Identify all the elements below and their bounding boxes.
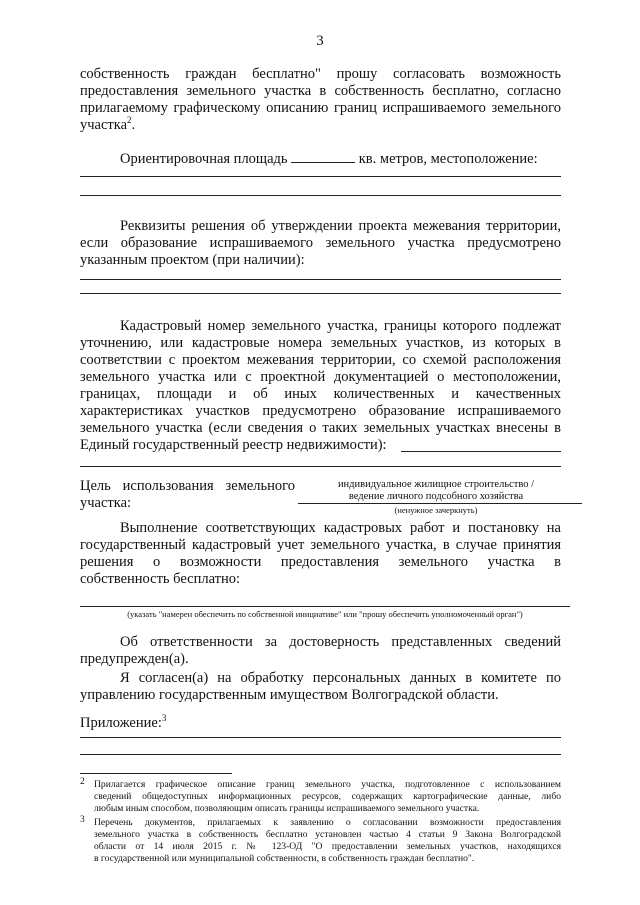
- purpose-option-ijs[interactable]: индивидуальное жилищное строительство /: [337, 479, 535, 490]
- purpose-hint: (ненужное зачеркнуть): [394, 505, 478, 515]
- responsibility-line-1: Об ответственности за достоверность представленных сведений: [120, 634, 561, 650]
- cadastral-line-7: земельного участка (если сведения о таких земельных участках внесены в: [80, 420, 561, 436]
- cadastral-line-5: границах, площади и об иных количественных и качественных: [80, 386, 561, 402]
- area-label: Ориентировочная площадь: [120, 151, 288, 167]
- consent-line-2: управлению государственным имуществом Волгоградской области.: [80, 687, 499, 703]
- execution-line-3: решения о возможности предоставления земельного участка в: [80, 554, 561, 570]
- responsibility-line-2: предупрежден(а).: [80, 651, 189, 667]
- attachment-input-line-2[interactable]: [80, 754, 561, 755]
- attachment-label: Приложение:$^3$: [80, 713, 167, 731]
- page-number: 3: [316, 33, 324, 49]
- execution-hint: (указать "намерен обеспечить по собственной инициативе" или "прошу обеспечить уполномоченный орган"): [127, 609, 523, 619]
- location-input-line-1[interactable]: [80, 176, 561, 177]
- request-line-2: предоставления земельного участка в собственность бесплатно, согласно: [80, 83, 561, 99]
- footnote-separator: [80, 773, 232, 774]
- cadastral-line-6: характеристиках участков предусмотрено образование испрашиваемого: [80, 403, 561, 419]
- footnote-ref-2: 2: [127, 115, 132, 126]
- execution-line-1: Выполнение соответствующих кадастровых работ и постановку на: [120, 520, 561, 536]
- request-line-3: прилагаемому графическому описанию границ испрашиваемого земельного: [80, 100, 561, 116]
- cadastral-input-line-1[interactable]: [401, 451, 561, 452]
- location-input-line-2[interactable]: [80, 195, 561, 196]
- cadastral-line-8: Единый государственный реестр недвижимости):: [80, 437, 387, 453]
- execution-input-line[interactable]: [80, 606, 570, 607]
- footnote-2-line-2: сведений общедоступных информационных ресурсов, содержащих картографические данные, либо: [94, 791, 561, 802]
- footnote-3-number: 3: [80, 815, 85, 825]
- cadastral-line-1: Кадастровый номер земельного участка, границы которого подлежат: [120, 318, 561, 334]
- cadastral-input-line-2[interactable]: [80, 466, 561, 467]
- requisites-input-line-1[interactable]: [80, 279, 561, 280]
- footnote-2-line-3: любым иным способом, позволяющим описать границы испрашиваемого земельного участка.: [94, 803, 480, 814]
- consent-line-1: Я согласен(а) на обработку персональных данных в комитете по: [120, 670, 561, 686]
- purpose-underline: [298, 503, 582, 504]
- requisites-input-line-2[interactable]: [80, 293, 561, 294]
- footnote-3-line-3: области от 14 июля 2015 г. № 123-ОД "О предоставлении земельных участков, находящихся: [94, 841, 561, 852]
- area-line: [120, 150, 538, 168]
- purpose-label-line-2: участка:: [80, 495, 132, 511]
- footnote-3-line-1: Перечень документов, прилагаемых к заявлению о согласовании возможности предоставления: [94, 817, 561, 828]
- attachment-input-line-1[interactable]: [80, 737, 561, 738]
- footnote-ref-3: 3: [161, 713, 167, 724]
- purpose-label-line-1: Цель использования земельного: [80, 478, 295, 494]
- footnote-3-line-2: земельного участка в собственность бесплатно установлен частью 4 статьи 9 Закона Волгоградской: [94, 829, 561, 840]
- request-line-4: участка$^2$.: [80, 115, 136, 133]
- area-input-line[interactable]: [291, 150, 355, 163]
- requisites-line-1: Реквизиты решения об утверждении проекта межевания территории,: [120, 218, 561, 234]
- cadastral-line-3: соответствии с проектом межевания территории, со схемой расположения: [80, 352, 561, 368]
- purpose-option-lph[interactable]: ведение личного подсобного хозяйства: [348, 491, 524, 502]
- cadastral-line-4: земельного участка или с проектной документацией о местоположении,: [80, 369, 561, 385]
- requisites-line-2: если образование испрашиваемого земельного участка предусмотрено: [80, 235, 561, 251]
- execution-line-4: собственность бесплатно:: [80, 571, 241, 587]
- execution-line-2: государственный кадастровый учет земельного участка, в случае принятия: [80, 537, 561, 553]
- footnote-2-line-1: Прилагается графическое описание границ земельного участка, подготовленное с использованием: [94, 779, 561, 790]
- footnote-3-line-4: в государственной или муниципальной собственности, в собственность граждан бесплатно".: [94, 853, 475, 864]
- area-unit-label: кв. метров, местоположение:: [358, 151, 538, 167]
- requisites-line-3: указанным проектом (при наличии):: [80, 252, 305, 268]
- cadastral-line-2: уточнению, или кадастровые номера земельных участков, из которых в: [80, 335, 561, 351]
- footnote-2-number: 2: [80, 777, 85, 787]
- request-line-1: собственность граждан бесплатно" прошу согласовать возможность: [80, 66, 561, 82]
